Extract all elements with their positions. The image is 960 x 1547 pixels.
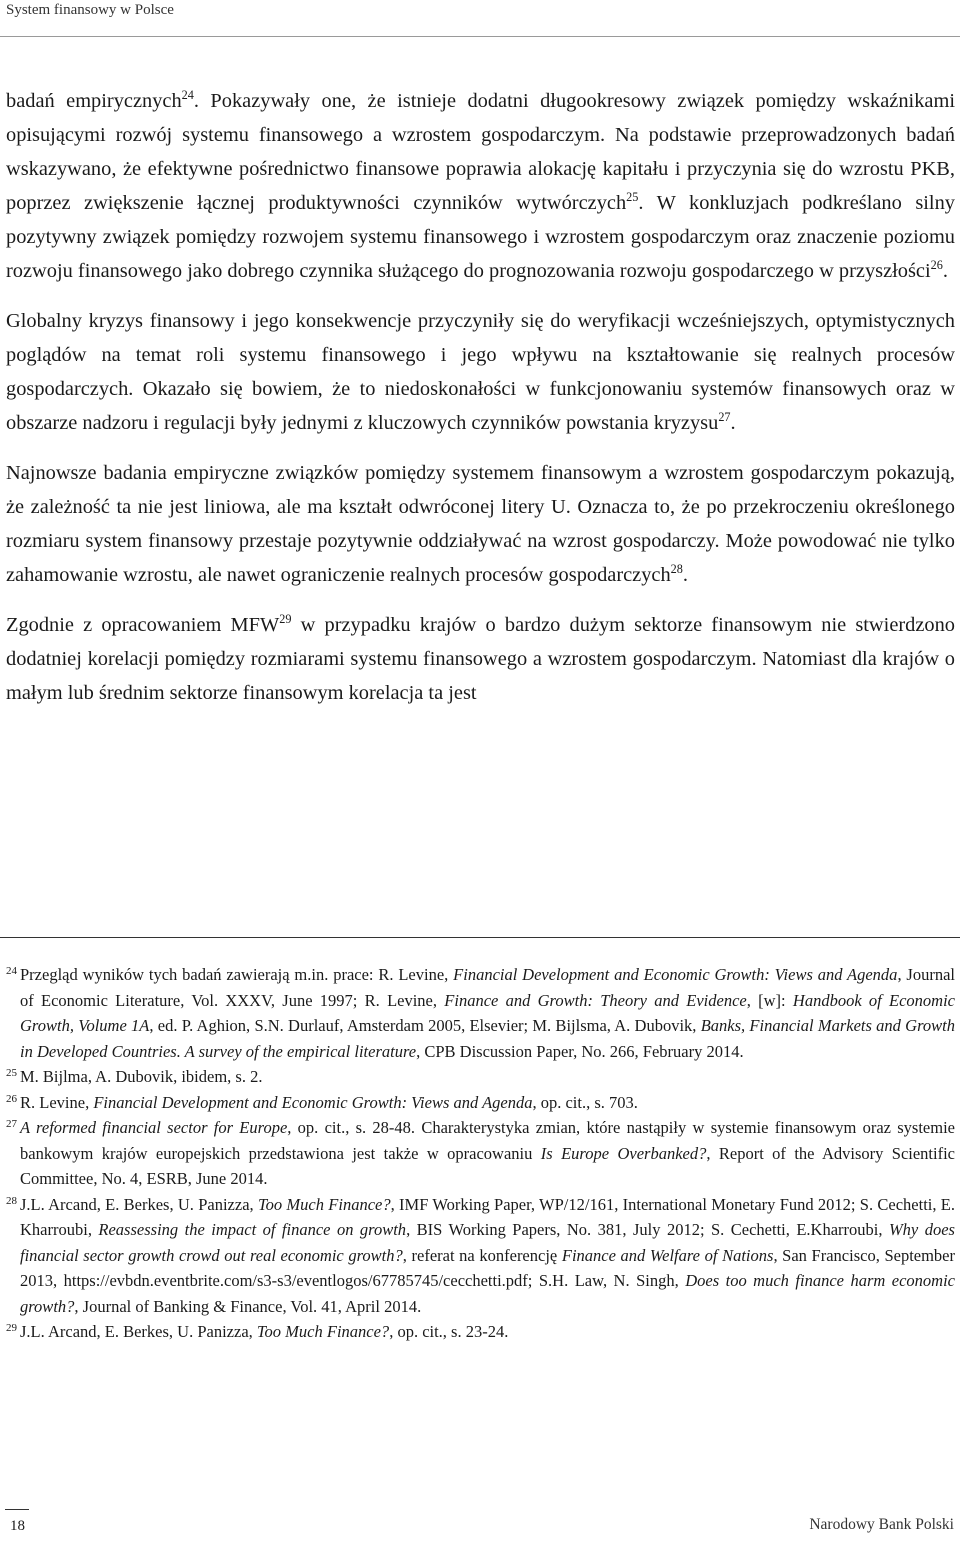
italic-title: Finance and Growth: Theory and Evidence — [444, 990, 747, 1010]
footnote-number: 24 — [6, 965, 17, 977]
paragraph — [6, 304, 955, 440]
footnote-number: 25 — [6, 1067, 17, 1079]
text-run: badań empirycznych — [6, 90, 182, 112]
footnote-ref: 24 — [181, 88, 194, 103]
text-run: Zgodnie z opracowaniem MFW — [6, 614, 280, 636]
text-run: , CPB Discussion Paper, No. 266, February 2014. — [416, 1041, 744, 1061]
body-text — [6, 84, 955, 726]
running-header: System finansowy w Polsce — [6, 2, 174, 18]
publisher-name: Narodowy Bank Polski — [809, 1516, 954, 1533]
footnote-ref: 28 — [670, 562, 683, 577]
footnote-ref: 26 — [930, 258, 943, 273]
italic-title: Handbook of Economic Growth, Volume 1A — [20, 990, 956, 1035]
footnotes — [6, 962, 955, 1345]
paragraph — [6, 608, 955, 710]
text-run: R. Levine, — [20, 1092, 94, 1112]
text-run: Przegląd wyników tych badań zawierają m.in. prace: R. Levine, — [20, 965, 454, 984]
text-run: J.L. Arcand, E. Berkes, U. Panizza, — [20, 1322, 257, 1341]
footnote-number: 26 — [6, 1092, 17, 1105]
text-run: . W konkluzjach podkreślano silny pozytywny związek pomiędzy rozwojem systemu finansowego i wzrostem gospodarczym oraz znaczenie poziomu rozwoju finansowego jako dobrego czynnika służącego do prognozowania rozwoju gospodarczego w przyszłości — [6, 192, 955, 282]
footnote-number: 28 — [6, 1194, 17, 1207]
footnote — [6, 962, 955, 1064]
text-run: , Journal of Banking & Finance, Vol. 41, April 2014. — [74, 1296, 422, 1316]
footnote-divider — [0, 937, 960, 938]
text-run: M. Bijlma, A. Dubovik, ibidem, s. 2. — [20, 1067, 263, 1086]
text-run: . — [682, 564, 689, 586]
page-number-rule — [5, 1509, 29, 1510]
italic-title: Does too much finance harm economic growth? — [20, 1271, 956, 1316]
text-run: , ed. P. Aghion, S.N. Durlauf, Amsterdam 2005, Elsevier; M. Bijlsma, A. Dubovik, — [149, 1016, 701, 1035]
text-run: . Pokazywały one, że istnieje dodatni długookresowy związek pomiędzy wskaźnikami opisującymi rozwój systemu finansowego a wzrostem gospodarczym. Na podstawie przeprowadzonych badań wskazywano, że efektywne pośrednictwo finansowe poprawia alokację kapitału i przyczynia się do wzrostu PKB, poprzez zwiększenie łącznej produktywności czynników wytwórczych — [6, 90, 955, 214]
italic-title: Financial Development and Economic Growth: Views and Agenda — [93, 1092, 533, 1112]
footnote-ref: 25 — [626, 190, 639, 205]
text-run: , BIS Working Papers, No. 381, July 2012; S. Cechetti, E.Kharroubi, — [406, 1220, 889, 1239]
header-divider — [0, 36, 960, 37]
footnote — [6, 1319, 955, 1345]
page-number: 18 — [10, 1518, 25, 1534]
footnote-number: 27 — [6, 1118, 17, 1130]
text-run: , San Francisco, September 2013, https://evbdn.eventbrite.com/s3-s3/eventlogos/67785745/cecchetti.pdf; S.H. Law, N. Singh, — [20, 1245, 955, 1290]
italic-title: Why does financial sector growth crowd out real economic growth? — [20, 1220, 955, 1265]
italic-title: Too Much Finance? — [257, 1194, 391, 1214]
footnote-number: 29 — [6, 1322, 17, 1334]
italic-title: Is Europe Overbanked? — [540, 1143, 707, 1163]
text-run: , Journal of Economic Literature, Vol. XXXV, June 1997; R. Levine, — [20, 965, 955, 1010]
text-run: . — [942, 260, 948, 282]
footnote-ref: 27 — [718, 410, 731, 425]
italic-title: Too Much Finance? — [256, 1322, 390, 1341]
footnote — [6, 1115, 955, 1192]
italic-title: A reformed financial sector for Europe — [20, 1118, 288, 1137]
footnote-ref: 29 — [279, 612, 292, 627]
footnote — [6, 1064, 955, 1090]
text-run: Najnowsze badania empiryczne związków pomiędzy systemem finansowym a wzrostem gospodarczym pokazują, że zależność ta nie jest liniowa, ale ma kształt odwróconej litery U. Oznacza to, że po przekroczeniu określonego rozmiaru system finansowy przestaje pozytywnie oddziaływać na wzrost gospodarczy. Może powodować nie tylko zahamowanie wzrostu, ale nawet ograniczenie realnych procesów gospodarczych — [6, 462, 955, 586]
text-run: J.L. Arcand, E. Berkes, U. Panizza, — [20, 1194, 258, 1214]
text-run: Globalny kryzys finansowy i jego konsekwencje przyczyniły się do weryfikacji wcześniejszych, optymistycznych poglądów na temat roli systemu finansowego i jego wpływu na kształtowanie się realnych procesów gospodarczych. Okazało się bowiem, że to niedoskonałości w funkcjonowaniu systemów finansowych oraz w obszarze nadzoru i regulacji były jednymi z kluczowych czynników powstania kryzysu — [6, 310, 955, 434]
text-run: , op. cit., s. 28-48. Charakterystyka zmian, które nastąpiły w systemie finansowym oraz systemie bankowym krajów europejskich przedstawiona jest także w opracowaniu — [20, 1118, 955, 1163]
footnote — [6, 1192, 955, 1320]
footnote — [6, 1090, 955, 1116]
italic-title: Finance and Welfare of Nations — [561, 1245, 774, 1265]
italic-title: Reassessing the impact of finance on growth — [98, 1220, 407, 1239]
text-run: , Report of the Advisory Scientific Committee, No. 4, ESRB, June 2014. — [20, 1143, 956, 1188]
paragraph — [6, 84, 955, 288]
italic-title: Banks, Financial Markets and Growth in Developed Countries. A survey of the empirical literature — [20, 1016, 955, 1061]
italic-title: Financial Development and Economic Growth: Views and Agenda — [453, 965, 898, 984]
text-run: , IMF Working Paper, WP/12/161, International Monetary Fund 2012; S. Cechetti, E. Kharroubi, — [20, 1194, 956, 1239]
text-run: , op. cit., s. 703. — [532, 1092, 638, 1112]
paragraph — [6, 456, 955, 592]
text-run: w przypadku krajów o bardzo dużym sektorze finansowym nie stwierdzono dodatniej korelacji pomiędzy rozmiarami systemu finansowego a wzrostem gospodarczym. Natomiast dla krajów o małym lub średnim sektorze finansowym korelacja ta jest — [6, 614, 955, 704]
text-run: . — [730, 412, 736, 434]
text-run: , op. cit., s. 23-24. — [389, 1322, 509, 1341]
text-run: , referat na konferencję — [402, 1245, 562, 1265]
text-run: , [w]: — [746, 990, 793, 1010]
